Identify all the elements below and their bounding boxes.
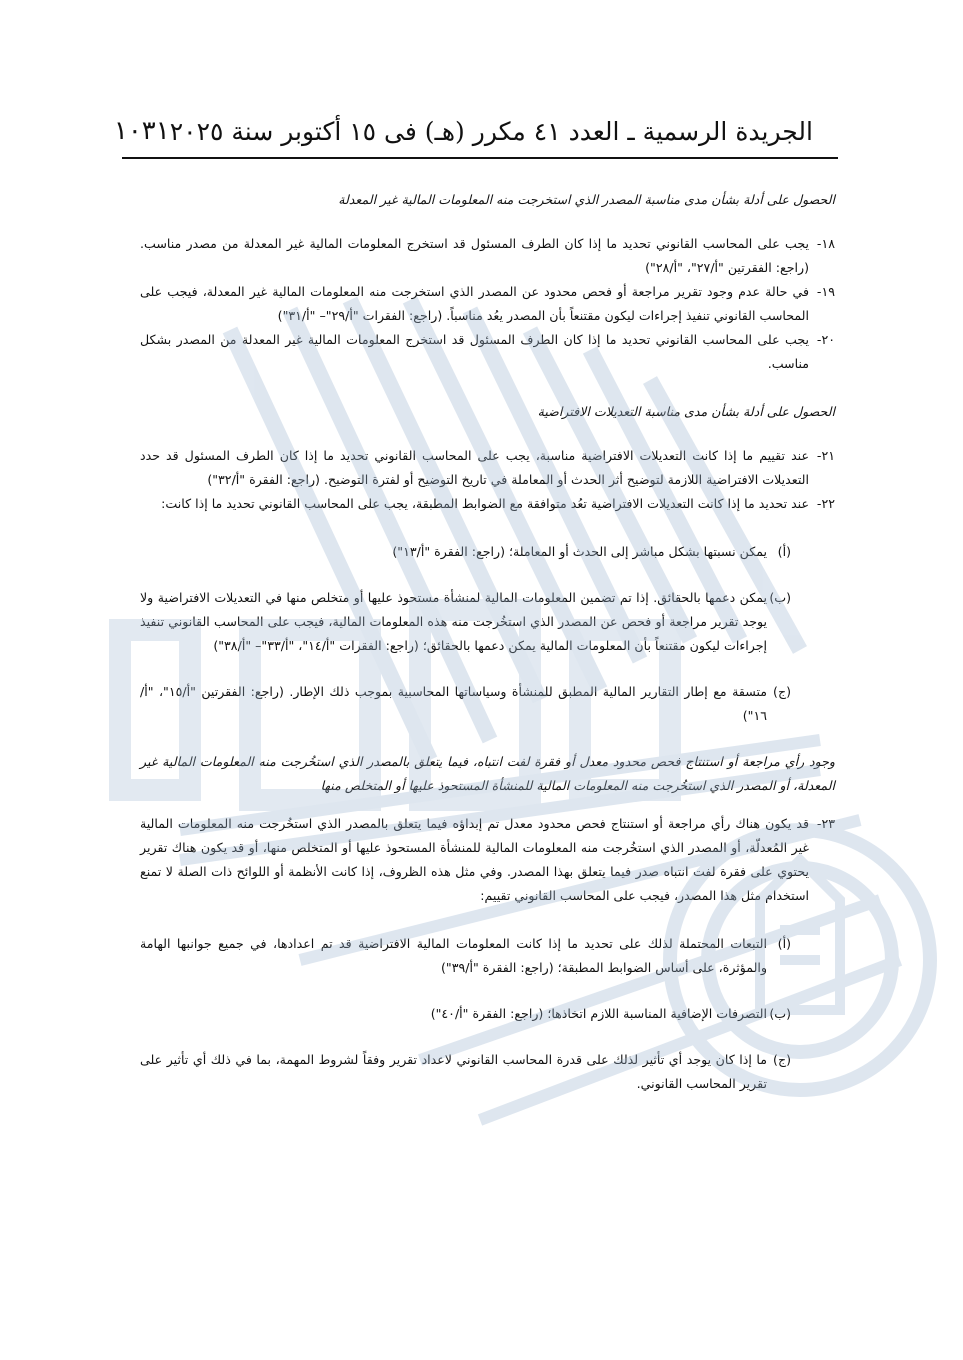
sub-item-b <box>140 586 791 658</box>
sub-item-text: التبعات المحتملة لذلك على تحديد ما إذا كانت المعلومات المالية الافتراضية قد تم اعدادها، في جميع جوانبها الهامة والمؤثرة، على أساس الضوابط المطبقة؛ (راجع: الفقرة "أ/٣٩") <box>140 936 767 975</box>
paragraph-number: ١٩- <box>816 284 835 299</box>
gazette-title: الجريدة الرسمية ـ العدد ٤١ مكرر (هـ) فى ١٥ أكتوبر سنة ٢٠٢٥ <box>169 117 813 146</box>
page-header <box>113 96 813 146</box>
paragraph-number: ١٨- <box>816 236 835 251</box>
paragraph-number: ٢٢- <box>816 496 835 511</box>
sub-item-label: (ب) <box>769 1006 791 1021</box>
section-source-paragraphs <box>140 232 835 376</box>
paragraph-20 <box>140 328 835 376</box>
paragraph-18 <box>140 232 835 280</box>
section-heading-adjustments: الحصول على أدلة بشأن مدى مناسبة التعديلات الافتراضية <box>537 404 835 419</box>
section-heading-source: الحصول على أدلة بشأن مدى مناسبة المصدر الذي استخرجت منه المعلومات المالية غير المعدلة <box>338 192 835 207</box>
sub-item-text: التصرفات الإضافية المناسبة اللازم اتخاذها؛ (راجع: الفقرة "أ/٤٠") <box>430 1006 767 1021</box>
sub-item-text: يمكن نسبتها بشكل مباشر إلى الحدث أو المعاملة؛ (راجع: الفقرة "أ/١٣") <box>392 544 767 559</box>
paragraph-number: ٢١- <box>816 448 835 463</box>
section-adjustments-paragraphs <box>140 444 835 516</box>
paragraph-text: يجب على المحاسب القانوني تحديد ما إذا كان الطرف المسئول قد استخرج المعلومات المالية غير المعدلة من المصدر بشكل مناسب. <box>140 332 809 371</box>
paragraph-text: يجب على المحاسب القانوني تحديد ما إذا كان الطرف المسئول قد استخرج المعلومات المالية غير المعدلة من مصدر مناسب. (راجع: الفقرتين "أ/٢٧"، "أ/٢٨") <box>140 236 809 275</box>
paragraph-text: عند تحديد ما إذا كانت التعديلات الافتراضية تعُد متوافقة مع الضوابط المطبقة، يجب على المحاسب القانوني تحديد ما إذا كانت: <box>161 496 809 511</box>
sub-item-c <box>140 1048 791 1096</box>
header-rule <box>122 157 838 159</box>
sub-item-text: متسقة مع إطار التقارير المالية المطبق للمنشأة وسياساتها المحاسبية بموجب ذلك الإطار. (راجع: الفقرتين "أ/١٥"، "أ/١٦") <box>140 684 767 723</box>
sub-item-text: يمكن دعمها بالحقائق. إذا تم تضمين المعلومات المالية لمنشأة مستحوذ عليها أو متخلص منها في التعديلات الافتراضية ولا يوجد تقرير مراجعة أو فحص عن المصدر الذي استخُرجت منه هذه المعلومات المالية، فيجب على المحاسب القانوني تنفيذ إجراءات ليكون مقتنعاً بأن المعلومات المالية يمكن دعمها بالحقائق؛ (راجع: الفقرات "أ/١٤"، "أ/٣٣"– "أ/٣٨") <box>140 590 767 653</box>
paragraph-text: قد يكون هناك رأي مراجعة أو استنتاج فحص محدود معدل تم إبداؤه فيما يتعلق بالمصدر الذي استخُرجت منه المعلومات المالية غير المُعدلّة، أو المصدر الذي استخُرجت منه المعلومات المالية للمنشأة المستحوذ عليها أو المتخلص منها، أو قد يكون هناك تقرير يحتوي على فقرة لفت انتباه صدر فيما يتعلق بهذا المصدر. وفي مثل هذه الظروف، إذا كانت الأنظمة أو اللوائح ذات الصلة لا تمنع استخدام مثل هذا المصدر، فيجب على المحاسب القانوني تقييم: <box>140 816 809 903</box>
sub-item-label: (ب) <box>769 590 791 605</box>
sub-item-c <box>140 680 791 728</box>
paragraph-number: ٢٠- <box>816 332 835 347</box>
paragraph-22 <box>140 492 835 516</box>
page-number: ١٠٣١ <box>113 116 170 146</box>
sub-item-a <box>140 932 791 980</box>
section-modified-opinion-paragraphs <box>140 812 835 908</box>
sub-item-label: (أ) <box>777 936 791 951</box>
document-body <box>140 182 835 1118</box>
paragraph-21 <box>140 444 835 492</box>
sub-item-a <box>140 540 791 564</box>
sub-item-b <box>140 1002 791 1026</box>
paragraph-text: في حالة عدم وجود تقرير مراجعة أو فحص محدود عن المصدر الذي استخرجت منه المعلومات المالية غير المعدلة، فيجب على المحاسب القانوني تنفيذ إجراءات ليكون مقتنعاً بأن المصدر يعُد مناسباً. (راجع: الفقرات "أ/٢٩"– "أ/٣١") <box>140 284 809 323</box>
paragraph-number: ٢٣- <box>816 816 835 831</box>
section-heading-modified-opinion: وجود رأي مراجعة أو استنتاج فحص محدود معدل أو فقرة لفت انتباه، فيما يتعلق بالمصدر الذي استخُرجت منه المعلومات المالية غير المعدلة، أو المصدر الذي استخُرجت منه المعلومات المالية للمنشأة المستحوذ عليها أو المتخلص منها <box>140 754 835 793</box>
sub-item-text: ما إذا كان يوجد أي تأثير لذلك على قدرة المحاسب القانوني لاعداد تقرير وفقاً لشروط المهمة، بما في ذلك أي تأثير على تقرير المحاسب القانوني. <box>140 1052 767 1091</box>
paragraph-text: عند تقييم ما إذا كانت التعديلات الافتراضية مناسبة، يجب على المحاسب القانوني تحديد ما إذا كان الطرف المسئول قد حدد التعديلات الافتراضية اللازمة لتوضيح أثر الحدث أو المعاملة في تاريخ التوضيح أو لفترة التوضيح. (راجع: الفقرة "أ/٣٢") <box>140 448 809 487</box>
paragraph-19 <box>140 280 835 328</box>
sub-item-label: (ج) <box>773 1052 791 1067</box>
sub-item-label: (ج) <box>773 684 791 699</box>
paragraph-23 <box>140 812 835 908</box>
sub-item-label: (أ) <box>777 544 791 559</box>
